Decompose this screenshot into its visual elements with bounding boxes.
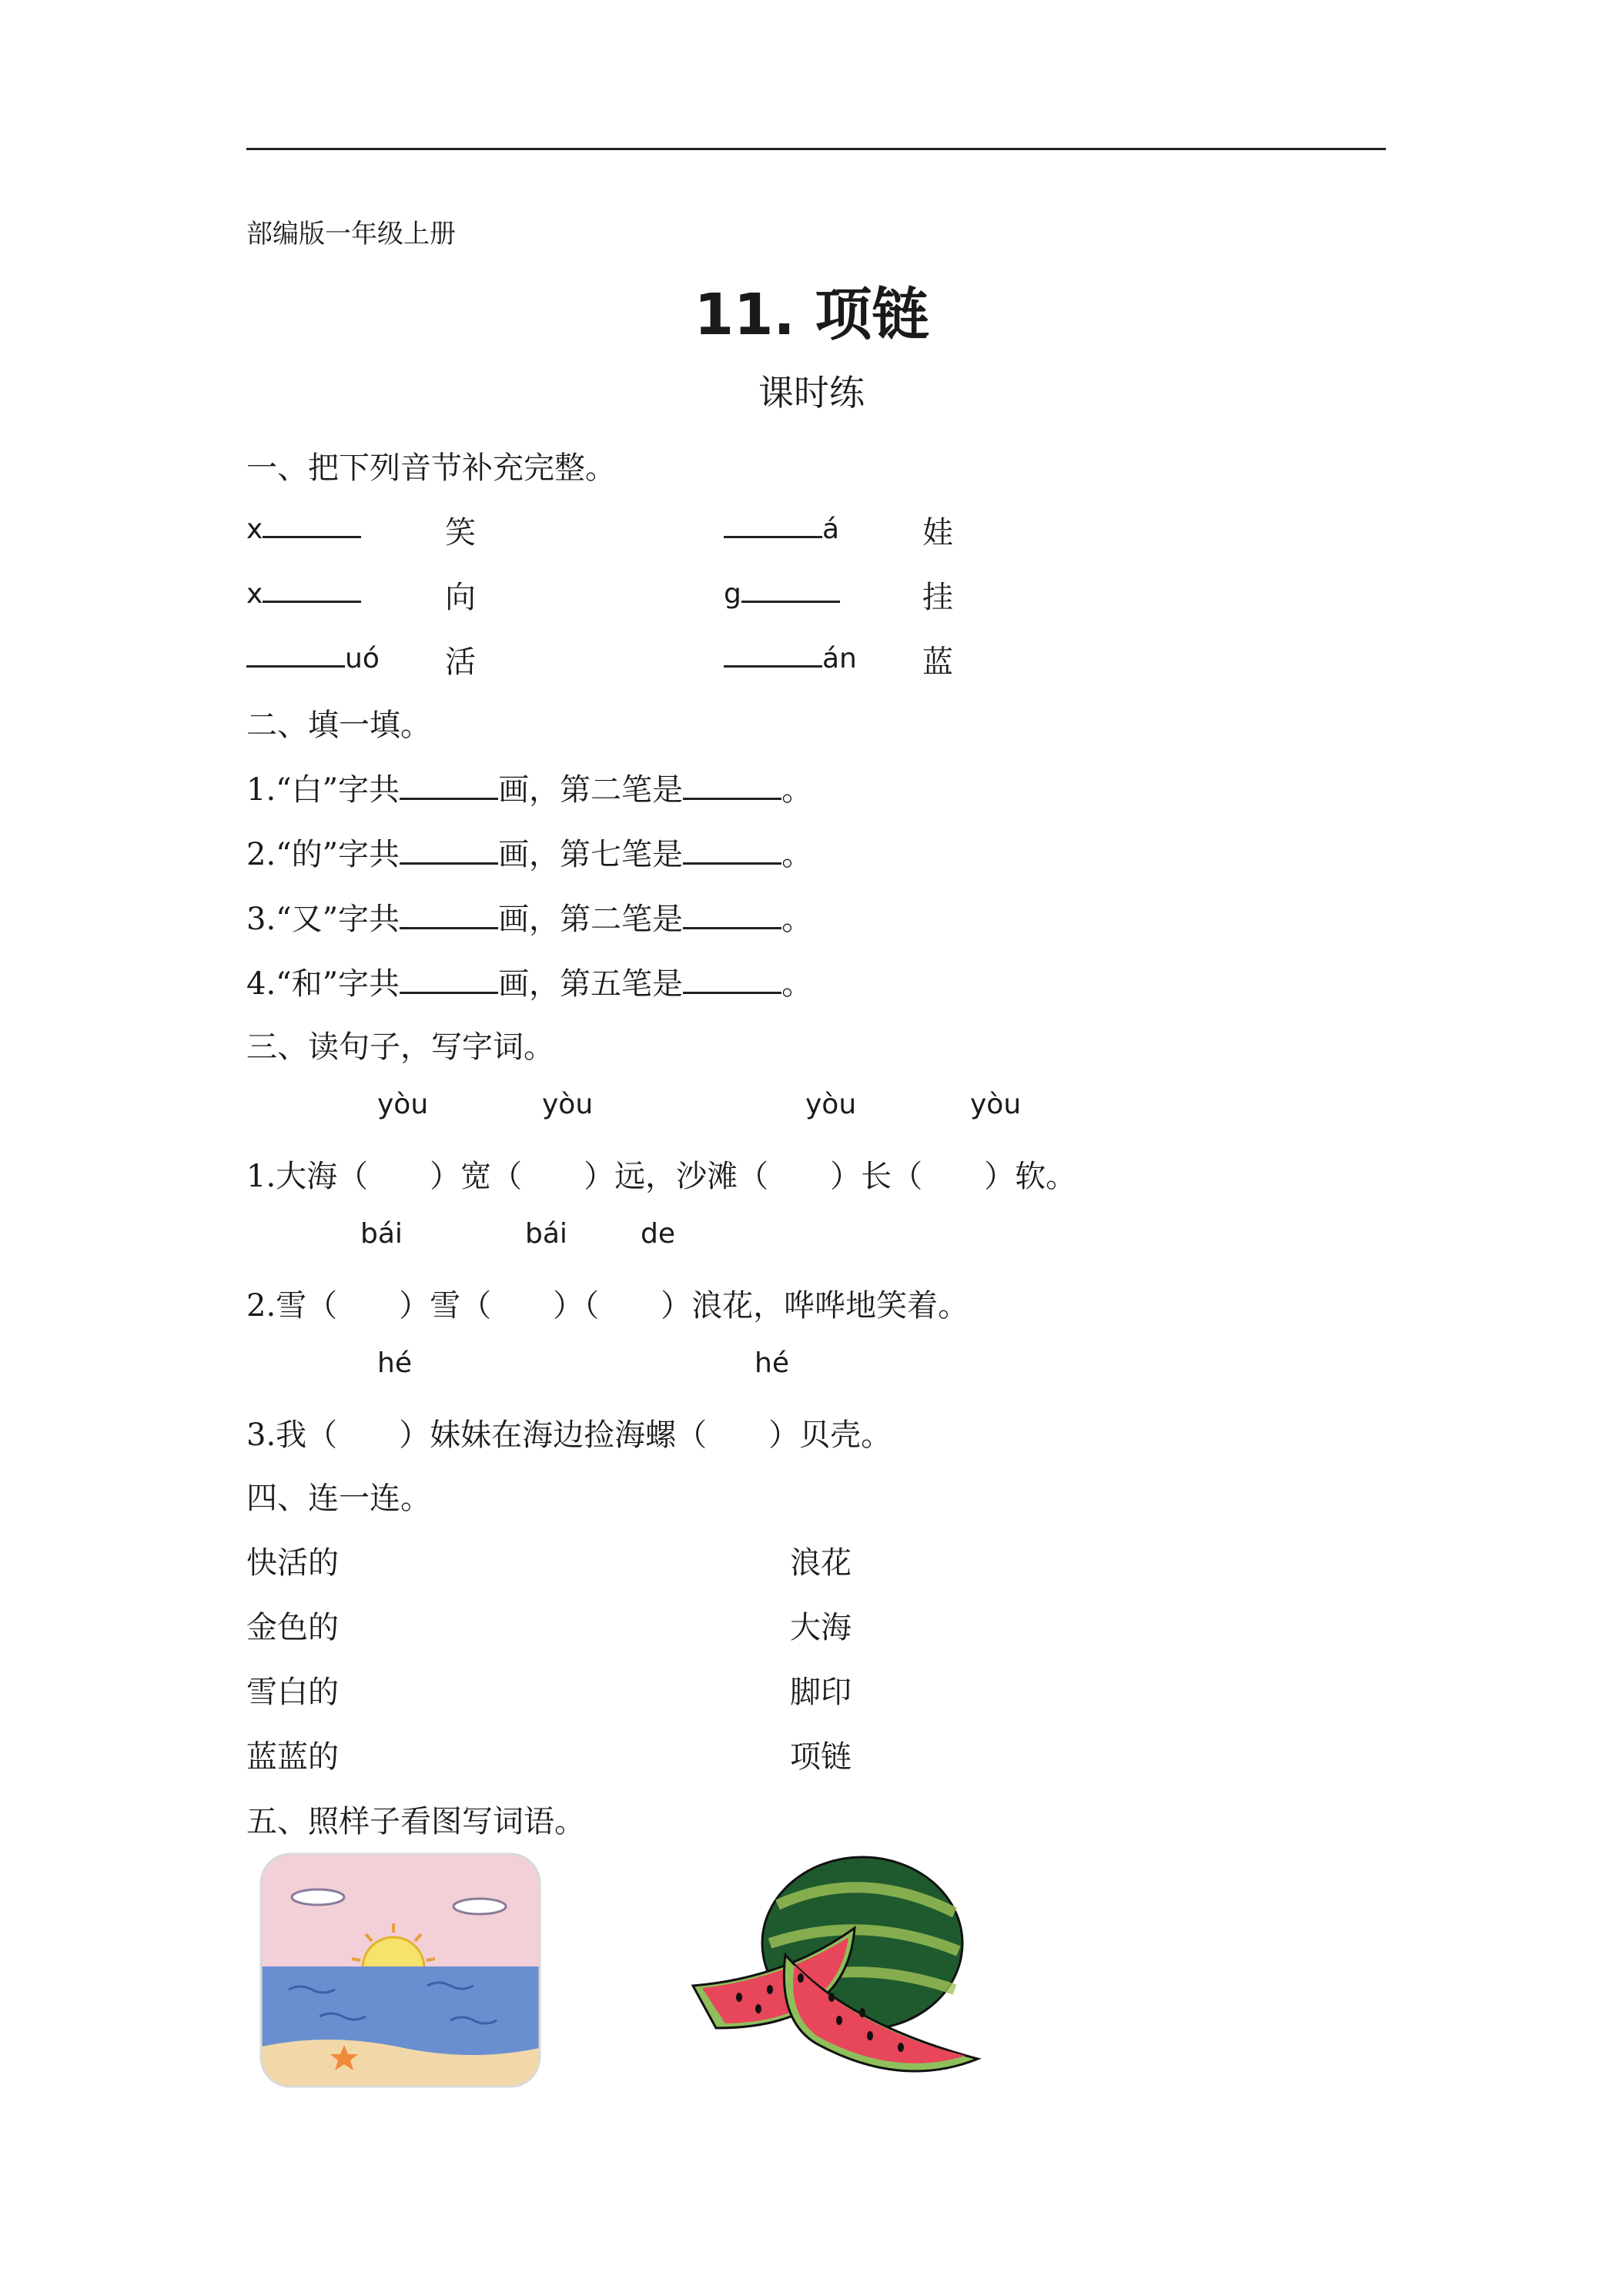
pinyin-label: yòu bbox=[542, 1089, 594, 1120]
s1-row1-left: x bbox=[246, 510, 361, 545]
s3-sentence-1: 1.大海（ ）宽（ ）远，沙滩（ ）长（ ）软。 bbox=[246, 1159, 1077, 1194]
match-left-1[interactable]: 快活的 bbox=[246, 1545, 339, 1581]
match-left-4[interactable]: 蓝蓝的 bbox=[246, 1739, 339, 1775]
answer-blank[interactable] bbox=[400, 836, 498, 865]
s1-row3-left: uó bbox=[246, 639, 380, 674]
s1-row3-right: án bbox=[724, 639, 857, 674]
pinyin-label: bái bbox=[360, 1218, 403, 1250]
s3-sentence-3: 3.我（ ）妹妹在海边捡海螺（ ）贝壳。 bbox=[246, 1417, 892, 1453]
s1-row2-right-char: 挂 bbox=[922, 580, 953, 615]
answer-blank[interactable] bbox=[400, 966, 498, 994]
answer-blank[interactable] bbox=[724, 639, 822, 668]
watermelon-illustration bbox=[685, 1851, 986, 2090]
answer-blank[interactable] bbox=[683, 836, 781, 865]
header-rule bbox=[246, 148, 1386, 150]
match-right-2[interactable]: 大海 bbox=[790, 1610, 852, 1645]
section4-heading: 四、连一连。 bbox=[246, 1481, 431, 1516]
section2-heading: 二、填一填。 bbox=[246, 708, 431, 743]
pinyin-label: yòu bbox=[970, 1089, 1022, 1120]
lesson-subtitle: 课时练 bbox=[758, 372, 865, 413]
s2-item-2: 2.“的”字共 画，第七笔是 。 bbox=[246, 837, 813, 872]
answer-blank[interactable] bbox=[400, 771, 498, 800]
match-right-4[interactable]: 项链 bbox=[790, 1739, 852, 1775]
answer-blank[interactable] bbox=[683, 771, 781, 800]
answer-blank[interactable] bbox=[724, 510, 822, 538]
pinyin-label: hé bbox=[755, 1347, 789, 1379]
s1-row1-left-char: 笑 bbox=[445, 515, 476, 551]
s1-row2-left-char: 向 bbox=[445, 580, 476, 615]
pinyin-label: de bbox=[641, 1218, 675, 1250]
lesson-title: 11. 项链 bbox=[694, 282, 929, 348]
s1-row3-left-char: 活 bbox=[445, 644, 476, 680]
answer-blank[interactable] bbox=[741, 574, 840, 603]
book-label: 部编版一年级上册 bbox=[246, 219, 456, 249]
answer-blank[interactable] bbox=[263, 510, 361, 538]
s1-row2-right: g bbox=[724, 574, 840, 610]
match-right-3[interactable]: 脚印 bbox=[790, 1675, 852, 1710]
answer-blank[interactable] bbox=[683, 901, 781, 929]
answer-blank[interactable] bbox=[246, 639, 345, 668]
s2-item-1: 1.“白”字共 画，第二笔是 。 bbox=[246, 772, 813, 808]
pinyin-label: hé bbox=[377, 1347, 412, 1379]
sea-sunset-illustration bbox=[258, 1851, 543, 2090]
s1-row1-right-char: 娃 bbox=[922, 515, 953, 551]
s1-row2-left: x bbox=[246, 574, 361, 610]
answer-blank[interactable] bbox=[263, 574, 361, 603]
pinyin-label: yòu bbox=[377, 1089, 429, 1120]
s1-row3-right-char: 蓝 bbox=[922, 644, 953, 680]
pinyin-label: yòu bbox=[805, 1089, 857, 1120]
s3-sentence-2: 2.雪（ ）雪（ ）（ ）浪花，哗哗地笑着。 bbox=[246, 1288, 969, 1324]
section5-heading: 五、照样子看图写词语。 bbox=[246, 1804, 585, 1839]
match-right-1[interactable]: 浪花 bbox=[790, 1545, 852, 1581]
section1-heading: 一、把下列音节补充完整。 bbox=[246, 450, 616, 486]
section3-heading: 三、读句子，写字词。 bbox=[246, 1029, 554, 1065]
pinyin-label: bái bbox=[525, 1218, 567, 1250]
match-left-3[interactable]: 雪白的 bbox=[246, 1675, 339, 1710]
s1-row1-right: á bbox=[724, 510, 839, 545]
answer-blank[interactable] bbox=[683, 966, 781, 994]
match-left-2[interactable]: 金色的 bbox=[246, 1610, 339, 1645]
s2-item-4: 4.“和”字共 画，第五笔是 。 bbox=[246, 966, 813, 1002]
answer-blank[interactable] bbox=[400, 901, 498, 929]
s2-item-3: 3.“又”字共 画，第二笔是 。 bbox=[246, 902, 813, 937]
